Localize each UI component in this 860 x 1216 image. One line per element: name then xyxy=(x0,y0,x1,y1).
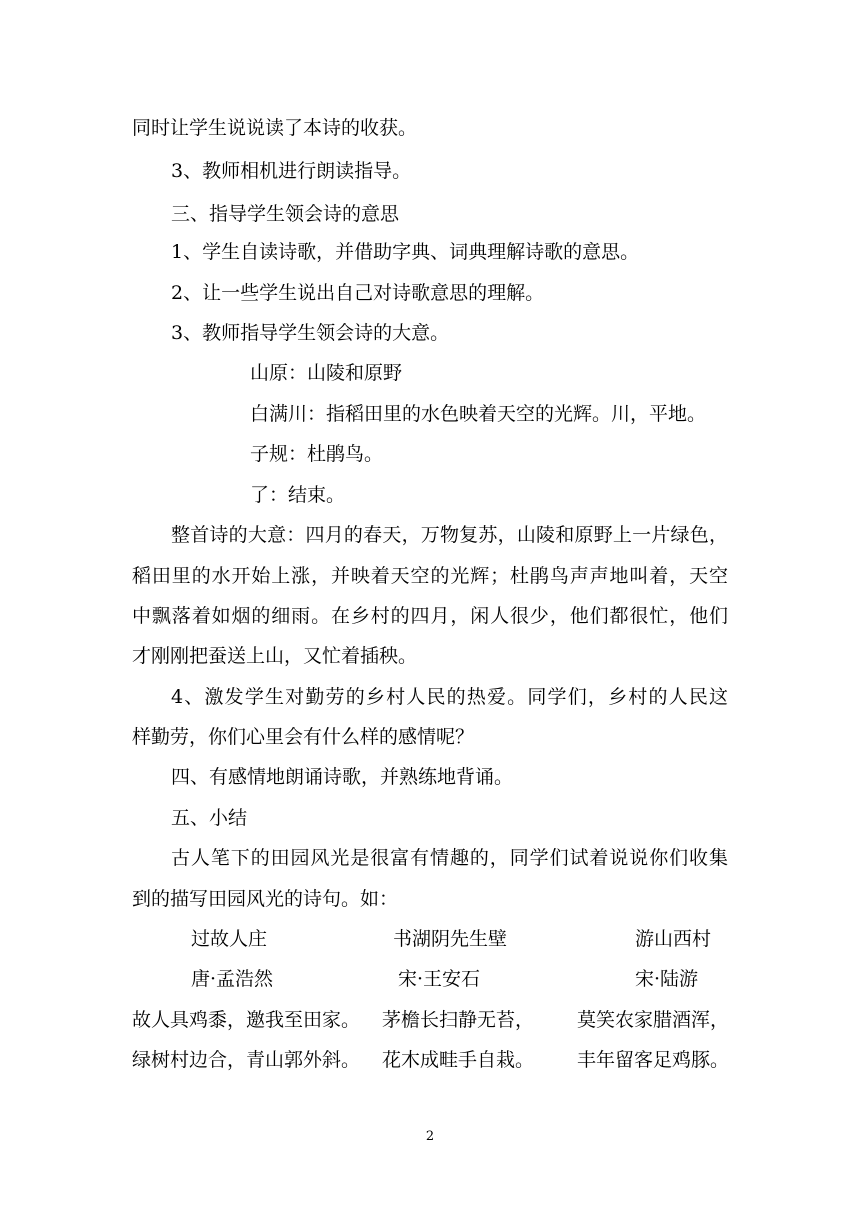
poem-verse: 绿树村边合，青山郭外斜。 xyxy=(132,1049,361,1071)
section-heading: 四、有感情地朗诵诗歌，并熟练地背诵。 xyxy=(171,766,514,788)
paragraph-line: 3、教师相机进行朗读指导。 xyxy=(171,160,412,182)
paragraph-line: 2、让一些学生说出自己对诗歌意思的理解。 xyxy=(171,282,545,304)
poem-title: 过故人庄 xyxy=(191,928,268,950)
paragraph-line: 到的描写田园风光的诗句。如： xyxy=(132,888,399,910)
paragraph-line: 才刚刚把蚕送上山，又忙着插秧。 xyxy=(132,645,418,667)
paragraph-line: 1、学生自读诗歌，并借助字典、词典理解诗歌的意思。 xyxy=(171,241,640,263)
poem-author: 宋·陆游 xyxy=(635,968,699,990)
paragraph-line: 3、教师指导学生领会诗的大意。 xyxy=(171,322,450,344)
poem-title: 游山西村 xyxy=(635,928,712,950)
definition-line: 了：结束。 xyxy=(250,484,346,506)
definition-line: 子规：杜鹃鸟。 xyxy=(250,443,384,465)
paragraph-line: 样勤劳，你们心里会有什么样的感情呢？ xyxy=(132,726,475,748)
paragraph-line: 4、激发学生对勤劳的乡村人民的热爱。同学们，乡村的人民这 xyxy=(171,686,728,708)
poem-verse: 茅檐长扫静无苔， xyxy=(382,1009,535,1031)
poem-verse: 故人具鸡黍，邀我至田家。 xyxy=(132,1009,361,1031)
definition-line: 白满川：指稻田里的水色映着天空的光辉。川，平地。 xyxy=(250,403,707,425)
poem-title: 书湖阴先生壁 xyxy=(393,928,508,950)
definition-line: 山原：山陵和原野 xyxy=(250,362,403,384)
poem-verse: 花木成畦手自栽。 xyxy=(382,1049,535,1071)
poem-verse: 丰年留客足鸡豚。 xyxy=(577,1049,730,1071)
poem-verse: 莫笑农家腊酒浑， xyxy=(577,1009,730,1031)
paragraph-line: 整首诗的大意：四月的春天，万物复苏，山陵和原野上一片绿色， xyxy=(171,524,728,546)
section-heading: 三、指导学生领会诗的意思 xyxy=(171,203,400,225)
paragraph-line: 稻田里的水开始上涨，并映着天空的光辉；杜鹃鸟声声地叫着，天空 xyxy=(132,565,728,587)
section-heading: 五、小结 xyxy=(171,807,248,829)
paragraph-line: 同时让学生说说读了本诗的收获。 xyxy=(132,117,418,139)
poem-author: 唐·孟浩然 xyxy=(191,968,274,990)
paragraph-line: 古人笔下的田园风光是很富有情趣的，同学们试着说说你们收集 xyxy=(171,847,728,869)
paragraph-line: 中飘落着如烟的细雨。在乡村的四月，闲人很少，他们都很忙，他们 xyxy=(132,605,728,627)
poem-author: 宋·王安石 xyxy=(398,968,481,990)
page-number: 2 xyxy=(425,1129,435,1144)
